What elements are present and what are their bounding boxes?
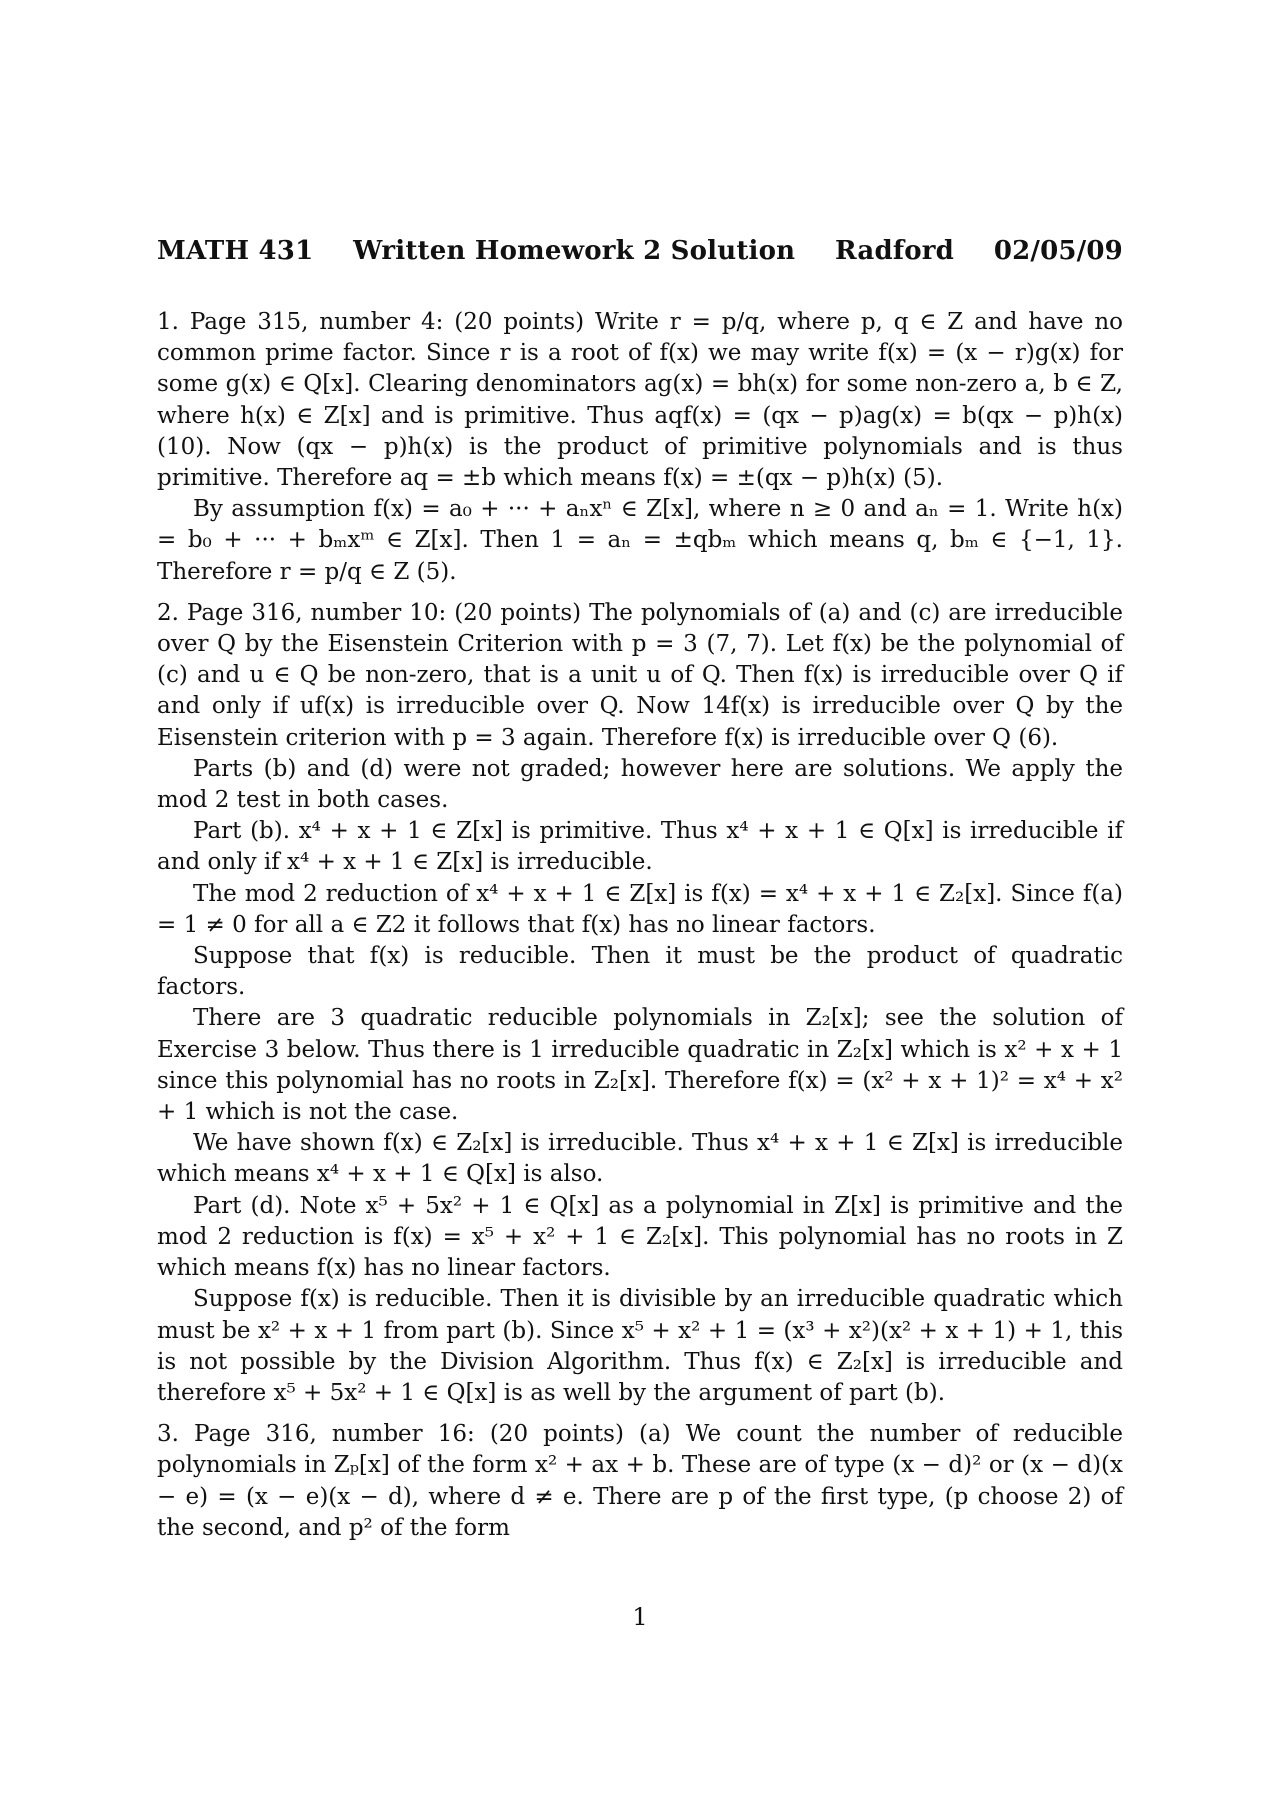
problem-1-paragraph: 1. Page 315, number 4: (20 points) Write r = p/q, where p, q ∈ Z and have no common prime factor. Since r is a root of f(x) we may write f(x) = (x − r)g(x) for some g(x) ∈ Q[x]. Clearing denominators ag(x) = bh(x) for some non-zero a, b ∈ Z, where h(x) ∈ Z[x] and is primitive. Thus aqf(x) = (qx − p)ag(x) = b(qx − p)h(x) (10). Now (qx − p)h(x) is the product of primitive polynomials and is thus primitive. Therefore aq = ±b which means f(x) = ±(qx − p)h(x) (5). [157,309,1123,492]
problem-2-part-b-quadratics: There are 3 quadratic reducible polynomials in Z₂[x]; see the solution of Exercise 3 below. Thus there is 1 irreducible quadratic in Z₂[x] which is x² + x + 1 since this polynomial has no roots in Z₂[x]. Therefore f(x) = (x² + x + 1)² = x⁴ + x² + 1 which is not the case. [157,1005,1123,1126]
document-date: 02/05/09 [993,236,1123,266]
problem-2-part-b-mod2: The mod 2 reduction of x⁴ + x + 1 ∈ Z[x] is f(x) = x⁴ + x + 1 ∈ Z₂[x]. Since f(a) = 1 ≠ 0 for all a ∈ Z2 it follows that f(x) has no linear factors. [157,880,1123,938]
problem-2-part-b: Part (b). x⁴ + x + 1 ∈ Z[x] is primitive. Thus x⁴ + x + 1 ∈ Q[x] is irreducible if and only if x⁴ + x + 1 ∈ Z[x] is irreducible. [157,818,1123,876]
problem-3-paragraph: 3. Page 316, number 16: (20 points) (a) We count the number of reducible polynomials in Zₚ[x] of the form x² + ax + b. These are of type (x − d)² or (x − d)(x − e) = (x − e)(x − d), where d ≠ e. There are p of the first type, (p choose 2) of the second, and p² of the form [157,1421,1123,1541]
problem-2-part-b-conclusion: We have shown f(x) ∈ Z₂[x] is irreducible. Thus x⁴ + x + 1 ∈ Z[x] is irreducible which means x⁴ + x + 1 ∈ Q[x] is also. [157,1130,1123,1188]
course-code: MATH 431 [157,236,314,266]
author-name: Radford [835,236,955,266]
problem-2-ungraded-note: Parts (b) and (d) were not graded; however here are solutions. We apply the mod 2 test in both cases. [157,755,1123,814]
page-number: 1 [632,1603,648,1631]
document-title: Written Homework 2 Solution [353,236,796,266]
problem-2-paragraph: 2. Page 316, number 10: (20 points) The polynomials of (a) and (c) are irreducible over Q by the Eisenstein Criterion with p = 3 (7, 7). Let f(x) be the polynomial of (c) and u ∈ Q be non-zero, that is a unit u of Q. Then f(x) is irreducible over Q if and only if uf(x) is irreducible over Q. Now 14f(x) is irreducible over Q by the Eisenstein criterion with p = 3 again. Therefore f(x) is irreducible over Q (6). [157,599,1123,751]
problem-2-part-d-conclusion: Suppose f(x) is reducible. Then it is divisible by an irreducible quadratic which must be x² + x + 1 from part (b). Since x⁵ + x² + 1 = (x³ + x²)(x² + x + 1) + 1, this is not possible by the Division Algorithm. Thus f(x) ∈ Z₂[x] is irreducible and therefore x⁵ + 5x² + 1 ∈ Q[x] is as well by the argument of part (b). [157,1286,1123,1406]
document-body [157,307,1123,1544]
problem-2-part-d: Part (d). Note x⁵ + 5x² + 1 ∈ Q[x] as a polynomial in Z[x] is primitive and the mod 2 reduction is f(x) = x⁵ + x² + 1 ∈ Z₂[x]. This polynomial has no roots in Z which means f(x) has no linear factors. [157,1192,1123,1282]
problem-2-part-b-suppose: Suppose that f(x) is reducible. Then it must be the product of quadratic factors. [157,943,1123,1001]
page-header [157,236,1123,266]
problem-1-continuation: By assumption f(x) = a₀ + ··· + aₙxⁿ ∈ Z[x], where n ≥ 0 and aₙ = 1. Write h(x) = b₀ + ··· + bₘxᵐ ∈ Z[x]. Then 1 = aₙ = ±qbₘ which means q, bₘ ∈ {−1, 1}. Therefore r = p/q ∈ Z (5). [157,496,1123,585]
